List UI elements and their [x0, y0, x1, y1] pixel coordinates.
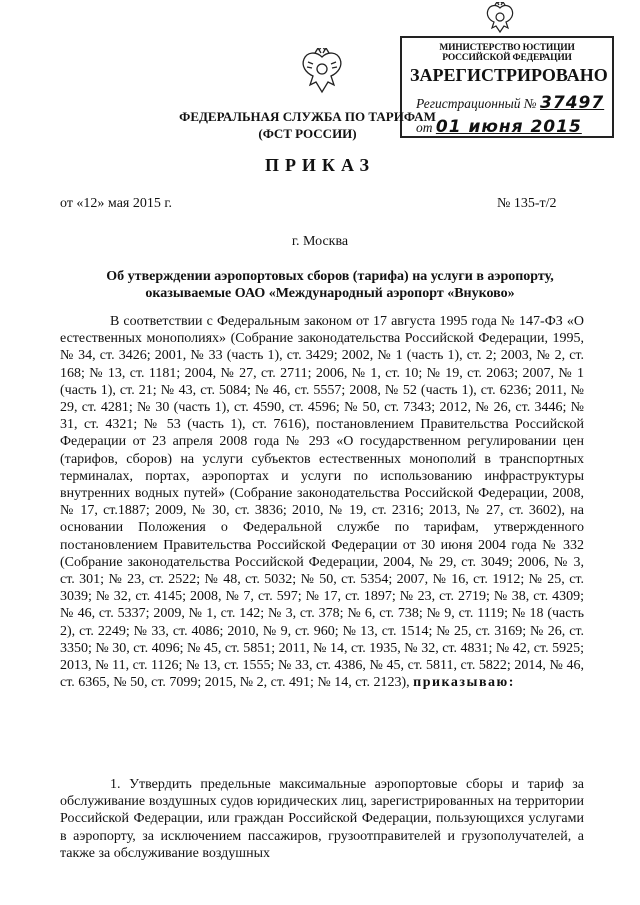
document-number: № 135-т/2 [497, 196, 557, 211]
stamp-date-label: от [416, 120, 433, 135]
paragraph-preamble [60, 313, 584, 691]
stamp-reg-number: 37497 [540, 93, 605, 113]
agency-emblem-icon [299, 48, 345, 98]
paragraph-preamble-text: В соответствии с Федеральным законом от 17 августа 1995 года № 147-ФЗ «О естественных монополиях» (Собрание законодательства Российской Федерации, 1995, № 34, ст. 3426; 2001, № 33 (часть 1), ст. 3429; 2002, № 1 (часть 1), ст. 2; 2003, № 2, ст. 168; № 13, ст. 1181; 2004, № 27, ст. 2711; 2006, № 1, ст. 10; № 19, ст. 2063; 2007, № 1 (часть 1), ст. 21; № 43, ст. 5084; № 46, ст. 5557; 2008, № 52 (часть 1), ст. 6236; 2011, № 29, ст. 4281; № 30 (часть 1), ст. 4590, ст. 4596; № 50, ст. 7343; 2012, № 26, ст. 3446; № 31, ст. 4321; № 53 (часть 1), ст. 7616), постановлением Правительства Российской Федерации от 23 апреля 2008 года № 293 «О государственном регулировании цен (тарифов, сборов) на услуги субъектов естественных монополий в транспортных терминалах, портах, аэропортах и услуги по использованию инфраструктуры внутренних водных путей» (Собрание законодательства Российской Федерации, 2008, № 17, ст.1887; 2009, № 30, ст. 3836; 2010, № 19, ст. 2316; 2013, № 27, ст. 3602), на основании Положения о Федеральной службе по тарифам, утвержденного постановлением Правительства Российской Федерации от 30 июня 2004 года № 332 (Собрание законодательства Российской Федерации, 2004, № 29, ст. 3049; 2006, № 3, ст. 301; № 23, ст. 2522; № 48, ст. 5032; № 50, ст. 5354; 2007, № 16, ст. 1912; № 25, ст. 3039; № 32, ст. 4145; 2008, № 7, ст. 597; № 17, ст. 1897; № 23, ст. 2719; № 38, ст. 4309; № 46, ст. 5337; 2009, № 1, ст. 142; № 3, ст. 378; № 6, ст. 738; № 9, ст. 1119; № 18 (часть 2), ст. 2249; № 33, ст. 4086; 2010, № 9, ст. 960; № 13, ст. 1514; № 25, ст. 3169; № 26, ст. 3350; № 30, ст. 4096; № 45, ст. 5851; 2011, № 14, ст. 1935, № 32, ст. 4831; № 42, ст. 5925; 2013, № 11, ст. 1126; № 13, ст. 1555; № 33, ст. 4386, № 45, ст. 5811, ст. 5822; 2014, № 46, ст. 6365, № 50, ст. 7099; 2015, № 2, ст. 491; № 14, ст. 2123), [60, 314, 584, 691]
stamp-reg-line [416, 93, 604, 113]
agency-name [175, 108, 440, 142]
order-word: приказываю: [413, 675, 515, 691]
heading-line-1: Об утверждении аэропортовых сборов (тарифа) на услуги в аэропорту, [106, 269, 554, 284]
stamp-reg-label: Регистрационный № [416, 96, 537, 111]
agency-line-2: (ФСТ РОССИИ) [258, 126, 357, 141]
document-date: от «12» мая 2015 г. [60, 196, 173, 211]
paragraph-item-1 [60, 776, 584, 862]
agency-line-1: ФЕДЕРАЛЬНАЯ СЛУЖБА ПО ТАРИФАМ [179, 109, 436, 124]
paragraph-item-1-text: 1. Утвердить предельные максимальные аэропортовые сборы и тариф за обслуживание воздушных судов юридических лиц, зарегистрированных на территории Российской Федерации, или граждан Российской Федерации, пользующихся услугами в аэропорту, за исключением пассажиров, грузоотправителей и грузополучателей, а также за обслуживание воздушных [60, 777, 584, 861]
stamp-registered: ЗАРЕГИСТРИРОВАНО [410, 65, 608, 85]
stamp-emblem-icon [482, 2, 518, 36]
stamp-ministry: МИНИСТЕРСТВО ЮСТИЦИИ РОССИЙСКОЙ ФЕДЕРАЦИИ [439, 43, 575, 63]
heading-line-2: оказываемые ОАО «Международный аэропорт «Внуково» [145, 286, 515, 301]
stamp-date-line [416, 117, 582, 137]
document-heading [70, 268, 590, 302]
stamp-date-value: 01 июня 2015 [435, 117, 582, 137]
document-title: ПРИКАЗ [264, 155, 376, 175]
document-city: г. Москва [291, 234, 349, 249]
